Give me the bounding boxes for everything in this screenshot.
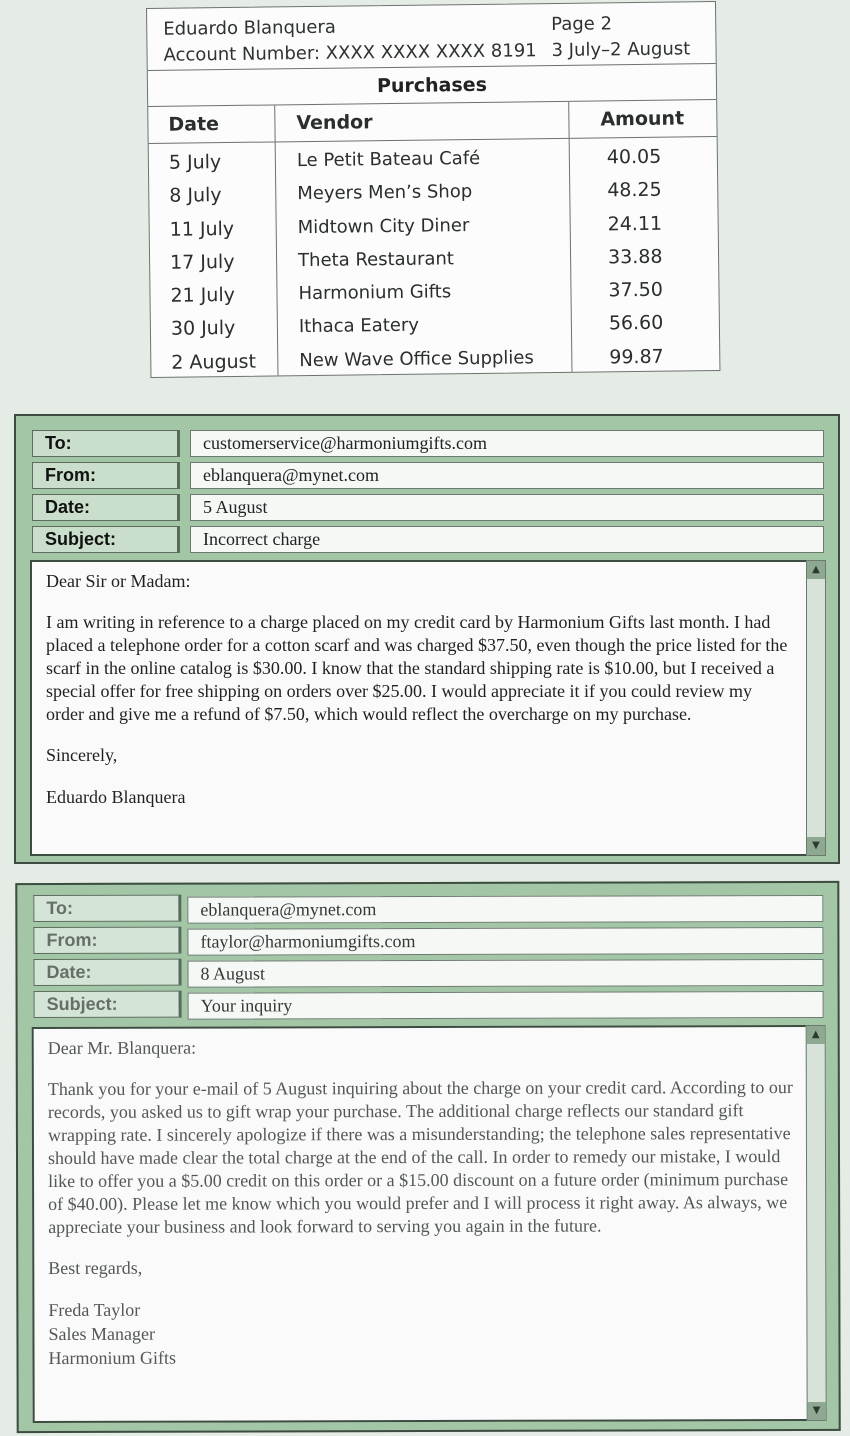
salutation: Dear Mr. Blanquera: bbox=[47, 1037, 197, 1058]
purchase-vendor: Midtown City Diner bbox=[297, 214, 470, 238]
signature-name: Eduardo Blanquera bbox=[46, 787, 186, 807]
purchase-vendor: New Wave Office Supplies bbox=[299, 347, 534, 371]
to-field[interactable]: eblanquera@mynet.com bbox=[187, 895, 823, 924]
purchase-vendor: Ithaca Eatery bbox=[298, 315, 420, 338]
purchase-amount: 48.25 bbox=[607, 179, 662, 202]
subject-label: Subject: bbox=[34, 991, 182, 1018]
purchase-date: 8 July bbox=[169, 184, 222, 208]
date-field[interactable]: 5 August bbox=[190, 494, 824, 521]
date-label: Date: bbox=[33, 959, 181, 986]
scrollbar[interactable] bbox=[806, 1025, 827, 1421]
scroll-down-icon[interactable]: ▼ bbox=[807, 837, 825, 855]
subject-field[interactable]: Your inquiry bbox=[188, 991, 824, 1020]
from-field[interactable]: ftaylor@harmoniumgifts.com bbox=[187, 927, 823, 956]
account-holder-name: Eduardo Blanquera bbox=[163, 16, 336, 40]
email-window-reply bbox=[15, 881, 840, 1433]
purchase-date: 30 July bbox=[170, 317, 236, 341]
page-number: Page 2 bbox=[551, 13, 613, 36]
from-field[interactable]: eblanquera@mynet.com bbox=[190, 462, 824, 489]
purchase-vendor: Le Petit Bateau Café bbox=[296, 147, 481, 172]
purchase-vendor: Harmonium Gifts bbox=[298, 281, 452, 305]
purchase-date: 5 July bbox=[168, 151, 222, 174]
scroll-up-icon[interactable]: ▲ bbox=[807, 1026, 825, 1044]
signature-name: Freda Taylor bbox=[48, 1299, 141, 1320]
email-body[interactable] bbox=[30, 560, 808, 856]
account-number: Account Number: XXXX XXXX XXXX 8191 bbox=[163, 40, 537, 66]
purchase-date: 17 July bbox=[169, 250, 235, 274]
statement-period: 3 July–2 August bbox=[551, 38, 691, 62]
scroll-down-icon[interactable]: ▼ bbox=[808, 1402, 826, 1420]
from-label: From: bbox=[32, 462, 180, 489]
to-label: To: bbox=[33, 895, 181, 922]
purchase-amount: 24.11 bbox=[607, 212, 663, 235]
table-row bbox=[151, 340, 719, 380]
purchase-amount: 56.60 bbox=[608, 312, 664, 335]
closing: Sincerely, bbox=[46, 745, 118, 765]
purchase-vendor: Theta Restaurant bbox=[297, 248, 455, 272]
purchases-table bbox=[149, 140, 720, 380]
purchase-amount: 99.87 bbox=[609, 345, 664, 369]
purchase-date: 11 July bbox=[169, 217, 235, 241]
scrollbar[interactable] bbox=[806, 560, 826, 856]
email-window-complaint bbox=[14, 414, 840, 864]
to-label: To: bbox=[32, 430, 180, 457]
purchase-date: 21 July bbox=[170, 284, 236, 307]
date-label: Date: bbox=[32, 494, 180, 521]
purchase-amount: 37.50 bbox=[608, 278, 664, 302]
purchase-amount: 40.05 bbox=[606, 145, 662, 169]
date-field[interactable]: 8 August bbox=[187, 959, 823, 988]
subject-field[interactable]: Incorrect charge bbox=[190, 526, 824, 553]
salutation: Dear Sir or Madam: bbox=[46, 571, 191, 591]
subject-label: Subject: bbox=[32, 526, 180, 553]
purchase-vendor: Meyers Men’s Shop bbox=[297, 181, 473, 205]
closing: Best regards, bbox=[48, 1257, 143, 1278]
section-title: Purchases bbox=[148, 64, 716, 107]
message-paragraph: I am writing in reference to a charge placed on my credit card by Harmonium Gifts last month. I had placed a telephone order for a cotton scarf and was charged $37.50, even though the price listed for the scarf in the online catalog is $30.00. I know that the standard shipping rate is $10.00, but I received a special offer for free shipping on orders over $25.00. I would appreciate it if you could review my order and give me a refund of $7.50, which would reflect the overcharge on my purchase. bbox=[46, 612, 788, 724]
email-body[interactable] bbox=[32, 1025, 811, 1423]
column-header-amount: Amount bbox=[600, 107, 685, 131]
purchase-date: 2 August bbox=[171, 350, 257, 374]
signature-company: Harmonium Gifts bbox=[48, 1347, 177, 1368]
statement-header bbox=[147, 2, 716, 71]
column-header-vendor: Vendor bbox=[296, 111, 373, 135]
scroll-up-icon[interactable]: ▲ bbox=[807, 561, 825, 579]
credit-card-statement bbox=[146, 1, 720, 378]
from-label: From: bbox=[33, 927, 181, 954]
purchase-amount: 33.88 bbox=[607, 245, 663, 269]
column-header-date: Date bbox=[168, 113, 220, 136]
signature-title: Sales Manager bbox=[48, 1323, 155, 1344]
to-field[interactable]: customerservice@harmoniumgifts.com bbox=[190, 430, 824, 457]
message-paragraph: Thank you for your e-mail of 5 August inquiring about the charge on your credit card. According to our records, you asked us to gift wrap your purchase. The additional charge reflects our standard gift wrapping rate. I sincerely apologize if there was a misunderstanding; the telephone sales representative should have made clear the total charge at the end of the call. In order to remedy our mistake, I would like to offer you a $5.00 credit on this order or a $15.00 discount on a future order (minimum purchase of $40.00). Please let me know which you would prefer and I will process it right away. As always, we appreciate your business and look forward to serving you again in the future. bbox=[47, 1077, 793, 1237]
